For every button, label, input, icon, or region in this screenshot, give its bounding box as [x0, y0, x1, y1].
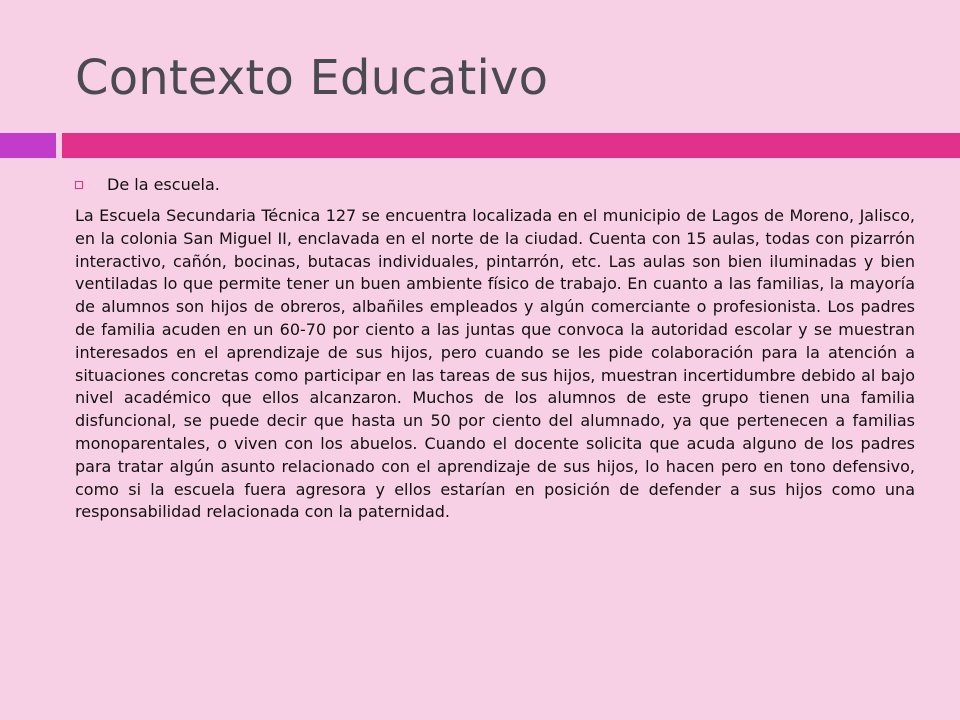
square-bullet-icon: [75, 181, 83, 189]
slide-title: Contexto Educativo: [75, 50, 549, 106]
bullet-item: [75, 172, 220, 196]
accent-bar-left: [0, 133, 56, 158]
bullet-text: De la escuela.: [107, 174, 220, 194]
accent-bar-main: [62, 133, 960, 158]
body-paragraph: La Escuela Secundaria Técnica 127 se encuentra localizada en el municipio de Lagos de Moreno, Jalisco, en la colonia San Miguel II, enclavada en el norte de la ciudad. Cuenta con 15 aulas, todas con pizarrón interactivo, cañón, bocinas, butacas individuales, pintarrón, etc. Las aulas son bien iluminadas y bien ventiladas lo que permite tener un buen ambiente físico de trabajo. En cuanto a las familias, la mayoría de alumnos son hijos de obreros, albañiles empleados y algún comerciante o profesionista. Los padres de familia acuden en un 60-70 por ciento a las juntas que convoca la autoridad escolar y se muestran interesados en el aprendizaje de sus hijos, pero cuando se les pide colaboración para la atención a situaciones concretas como participar en las tareas de sus hijos, muestran incertidumbre debido al bajo nivel académico que ellos alcanzaron. Muchos de los alumnos de este grupo tienen una familia disfuncional, se puede decir que hasta un 50 por ciento del alumnado, ya que pertenecen a familias monoparentales, o viven con los abuelos. Cuando el docente solicita que acuda alguno de los padres para tratar algún asunto relacionado con el aprendizaje de sus hijos, lo hacen pero en tono defensivo, como si la escuela fuera agresora y ellos estarían en posición de defender a sus hijos como una responsabilidad relacionada con la paternidad.: [75, 206, 915, 522]
